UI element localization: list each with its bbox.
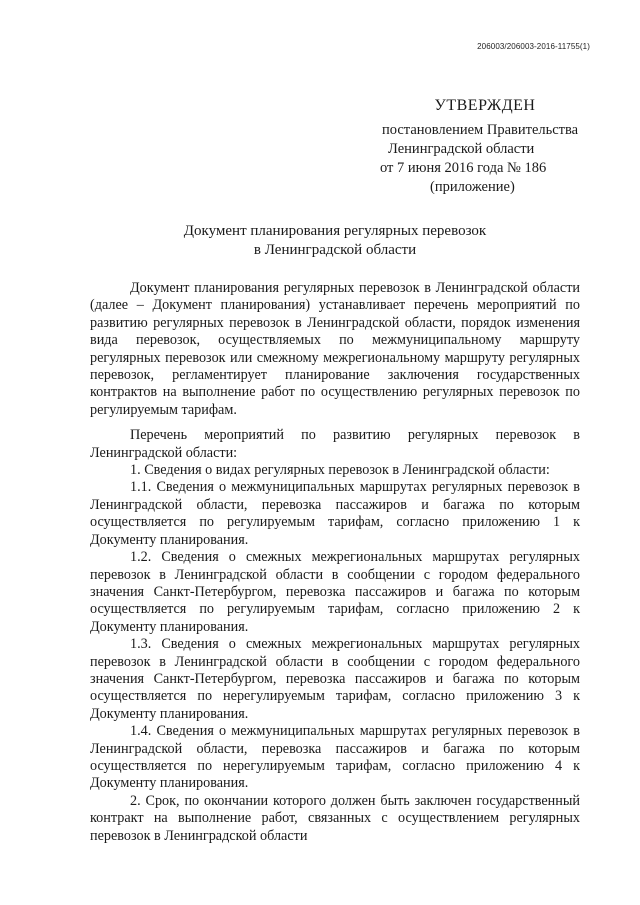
paragraph-item-1-4: 1.4. Сведения о межмуниципальных маршрутах регулярных перевозок в Ленинградской области, перевозка пассажиров и багажа по которым осуществляется по нерегулируемым тарифам, согласно приложению 4 к Документу планирования.: [90, 723, 580, 792]
approval-block: [380, 96, 590, 197]
paragraph-item-1: 1. Сведения о видах регулярных перевозок в Ленинградской области:: [130, 462, 550, 479]
paragraph-item-2: 2. Срок, по окончании которого должен быть заключен государственный контракт на выполнение работ, связанных с осуществлением регулярных перевозок в Ленинградской области: [90, 792, 580, 844]
approval-line-region: Ленинградской области: [388, 141, 535, 157]
document-body: [90, 280, 580, 845]
approval-line-appendix: (приложение): [430, 179, 515, 195]
document-title: [90, 222, 580, 260]
paragraph-list-intro: Перечень мероприятий по развитию регулярных перевозок в Ленинградской области:: [90, 427, 580, 461]
document-registration-number: 206003/206003-2016-11755(1): [477, 42, 590, 51]
paragraph-intro: Документ планирования регулярных перевозок в Ленинградской области (далее – Документ планирования) устанавливает перечень мероприятий по развитию регулярных перевозок в Ленинградской области, порядок изменения вида перевозок, осуществляемых по межмуниципальному маршруту регулярных перевозок или смежному межрегиональному маршруту регулярных перевозок, регламентирует планирование заключения государственных контрактов на выполнение работ по осуществлению регулярных перевозок по регулируемым тарифам.: [90, 280, 580, 418]
paragraph-item-1-1: 1.1. Сведения о межмуниципальных маршрутах регулярных перевозок в Ленинградской области, перевозка пассажиров и багажа по которым осуществляется по регулируемым тарифам, согласно приложению 1 к Документу планирования.: [90, 479, 580, 548]
approval-line-date: от 7 июня 2016 года № 186: [380, 160, 547, 176]
paragraph-item-1-2: 1.2. Сведения о смежных межрегиональных маршрутах регулярных перевозок в Ленинградской области в сообщении с городом федерального значения Санкт-Петербургом, перевозка пассажиров и багажа по которым осуществляется по регулируемым тарифам, согласно приложению 2 к Документу планирования.: [90, 549, 580, 635]
approval-title: УТВЕРЖДЕН: [434, 97, 536, 114]
document-title-line-2: в Ленинградской области: [253, 242, 417, 258]
approval-line-resolution: постановлением Правительства: [382, 122, 579, 138]
document-title-line-1: Документ планирования регулярных перевозок: [183, 223, 487, 239]
paragraph-item-1-3: 1.3. Сведения о смежных межрегиональных маршрутах регулярных перевозок в Ленинградской области в сообщении с городом федерального значения Санкт-Петербургом, перевозка пассажиров и багажа по которым осуществляется по нерегулируемым тарифам, согласно приложению 3 к Документу планирования.: [90, 636, 580, 722]
